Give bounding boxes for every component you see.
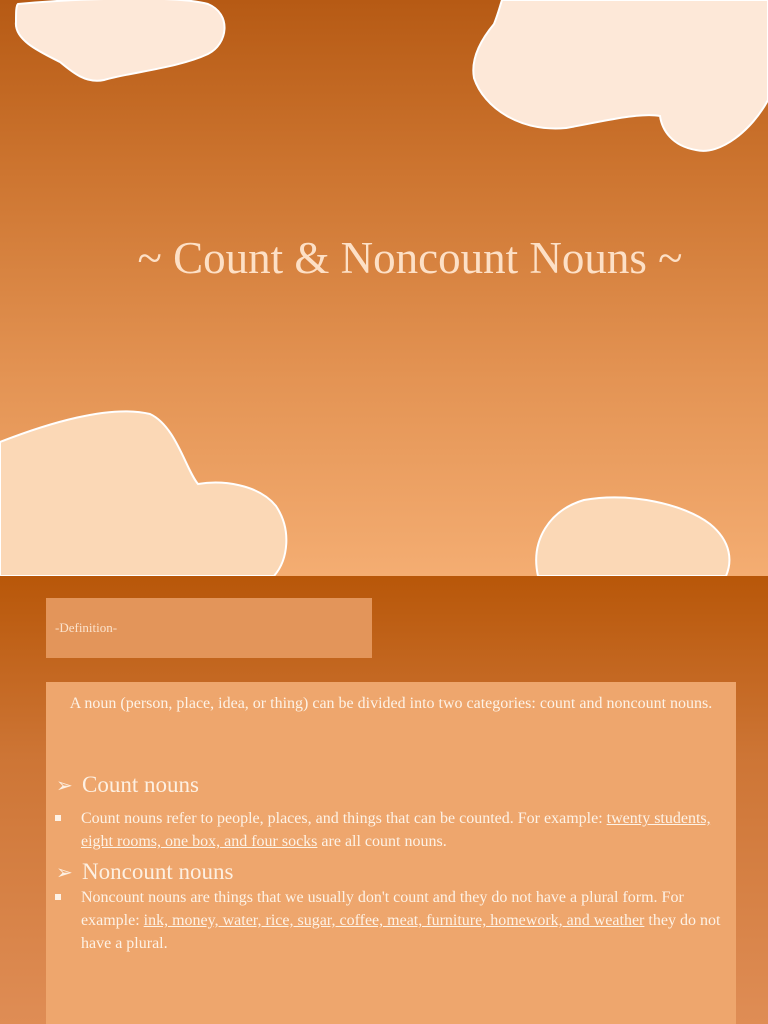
definition-label: -Definition- <box>55 620 118 635</box>
noncount-nouns-bullet <box>81 886 731 955</box>
cloud-bottom-left <box>0 411 286 576</box>
definition-title-box <box>46 598 372 658</box>
noncount-nouns-examples: ink, money, water, rice, sugar, coffee, meat, furniture, homework, and weather <box>143 912 645 929</box>
noncount-nouns-heading <box>56 858 233 887</box>
noncount-nouns-heading-text: Noncount nouns <box>82 859 234 884</box>
content-box <box>46 682 736 1024</box>
definition-slide <box>0 576 768 1024</box>
slide-title: ~ Count & Noncount Nouns ~ <box>137 233 683 283</box>
cloud-top-left <box>16 0 225 81</box>
noncount-nouns-text: Noncount nouns are things that we usually don't count and they do not have a plural form. For example: <box>81 889 684 929</box>
count-nouns-bullet <box>81 807 731 853</box>
count-nouns-examples: twenty students, eight rooms, one box, and four socks <box>81 810 711 850</box>
intro-text: A noun (person, place, idea, or thing) can be divided into two categories: count and noncount nouns. <box>69 695 713 712</box>
noncount-nouns-text-after: they do not have a plural. <box>81 912 721 952</box>
square-bullet-icon <box>55 815 61 821</box>
arrow-bullet-icon: ➢ <box>56 775 73 797</box>
cloud-top-right <box>473 0 768 151</box>
count-nouns-text-after: are all count nouns. <box>321 833 447 850</box>
count-nouns-heading-text: Count nouns <box>82 772 199 797</box>
count-nouns-heading <box>56 771 199 800</box>
square-bullet-icon <box>55 894 61 900</box>
arrow-bullet-icon: ➢ <box>56 862 73 884</box>
count-nouns-text: Count nouns refer to people, places, and things that can be counted. For example: <box>81 810 603 827</box>
cloud-bottom-right <box>536 497 729 576</box>
